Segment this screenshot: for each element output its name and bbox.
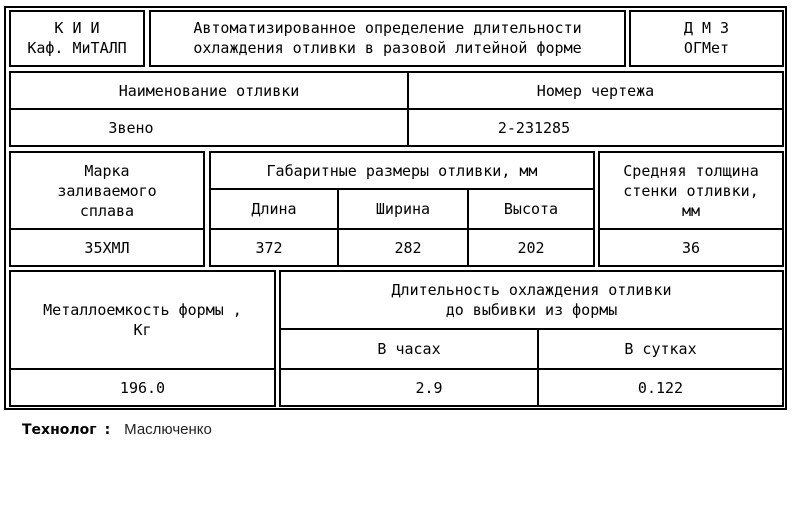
wall-thickness-value: 36 <box>681 238 701 257</box>
wall-box <box>598 151 784 267</box>
casting-name-label: Наименование отливки <box>118 81 300 100</box>
hours-value: 2.9 <box>415 378 443 397</box>
technologist-name: Маслюченко <box>124 421 212 438</box>
institute-name: К И И <box>54 19 100 37</box>
technologist-label: Технолог <box>22 421 97 438</box>
dimensions-box <box>209 151 595 267</box>
cooling-duration-label: Длительность охлаждения отливки до выбивки из формы <box>391 281 672 319</box>
alloy-value: 35ХМЛ <box>84 238 130 257</box>
page-title-line1: Автоматизированное определение длительности <box>193 19 582 37</box>
alloy-box <box>9 151 205 267</box>
drawing-number-value: 2-231285 <box>497 118 571 137</box>
casting-box <box>9 71 784 147</box>
hours-label: В часах <box>377 340 441 358</box>
length-value: 372 <box>255 238 283 257</box>
days-value: 0.122 <box>637 378 684 397</box>
height-value: 202 <box>517 238 545 257</box>
metal-box <box>9 270 276 407</box>
plant-name: Д М З <box>683 19 730 37</box>
dimensions-label: Габаритные размеры отливки, мм <box>266 161 538 180</box>
width-label: Ширина <box>375 200 431 218</box>
header-right-box <box>629 10 784 67</box>
days-label: В сутках <box>624 340 697 358</box>
casting-name-value: Звено <box>108 118 154 137</box>
width-value: 282 <box>394 238 422 257</box>
wall-thickness-label: Средняя толщина стенки отливки, мм <box>623 162 759 220</box>
header-title-box <box>149 10 626 67</box>
technologist-line <box>22 421 212 438</box>
technologist-separator: : <box>104 421 111 438</box>
plant-dept: ОГМет <box>683 39 730 57</box>
metal-intensity-value: 196.0 <box>119 378 166 397</box>
header-left-box <box>9 10 145 67</box>
length-label: Длина <box>251 200 297 218</box>
metal-intensity-label: Металлоемкость формы , Кг <box>43 301 242 339</box>
drawing-number-label: Номер чертежа <box>536 81 655 100</box>
height-label: Высота <box>503 200 559 218</box>
department-name: Каф. МиТАЛП <box>27 39 127 57</box>
page-title-line2: охлаждения отливки в разовой литейной форме <box>193 39 582 57</box>
alloy-label: Марка заливаемого сплава <box>57 162 157 220</box>
cooling-box <box>279 270 784 407</box>
